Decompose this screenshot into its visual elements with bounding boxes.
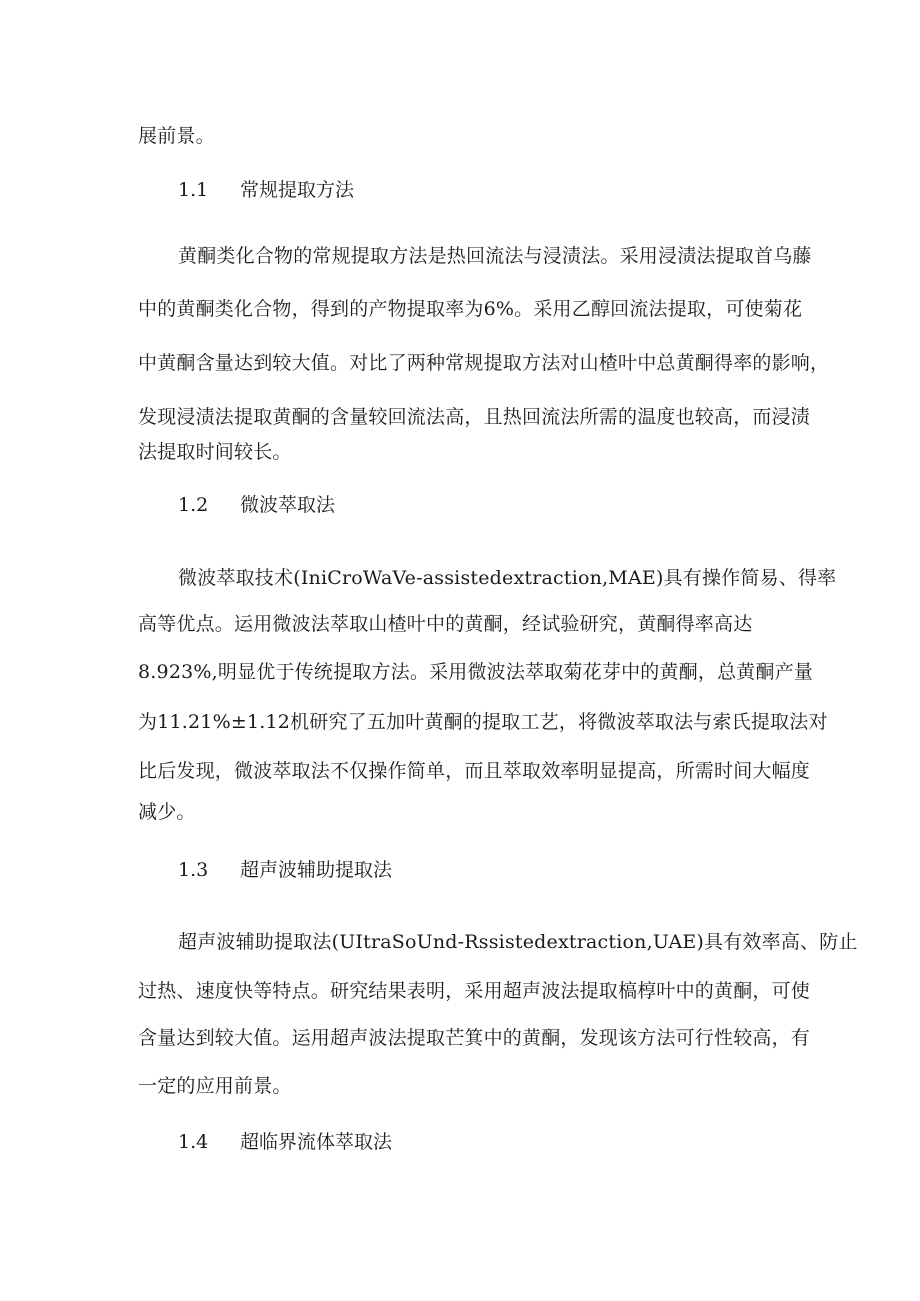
paragraph-line: 中黄酮含量达到较大值。对比了两种常规提取方法对山楂叶中总黄酮得率的影响， <box>138 352 830 374</box>
section-number: 1.1 <box>178 179 209 201</box>
section-title: 微波萃取法 <box>240 494 336 516</box>
paragraph-line: 含量达到较大值。运用超声波法提取芒箕中的黄酮，发现该方法可行性较高，有 <box>138 1027 811 1049</box>
section-number: 1.3 <box>178 859 209 881</box>
section-title: 常规提取方法 <box>240 179 355 201</box>
paragraph-line: 减少。 <box>138 801 196 823</box>
section-heading-1-2 <box>178 493 335 517</box>
section-heading-1-4 <box>178 1130 392 1154</box>
paragraph-line: 高等优点。运用微波法萃取山楂叶中的黄酮，经试验研究，黄酮得率高达 <box>138 613 753 635</box>
paragraph-line: 超声波辅助提取法(UItraSoUnd-Rssistedextraction,UAE)具有效率高、防止 <box>178 931 858 953</box>
section-title: 超声波辅助提取法 <box>240 859 393 881</box>
paragraph-line: 过热、速度快等特点。研究结果表明，采用超声波法提取槁椁叶中的黄酮，可使 <box>138 980 811 1002</box>
paragraph-line: 中的黄酮类化合物，得到的产物提取率为6%。采用乙醇回流法提取，可使菊花 <box>138 298 803 320</box>
paragraph-line: 黄酮类化合物的常规提取方法是热回流法与浸渍法。采用浸渍法提取首乌藤 <box>178 245 812 267</box>
paragraph-line: 发现浸渍法提取黄酮的含量较回流法高，且热回流法所需的温度也较高，而浸渍 <box>138 406 811 428</box>
paragraph-line: 为11.21%±1.12机研究了五加叶黄酮的提取工艺，将微波萃取法与索氏提取法对 <box>138 711 828 733</box>
paragraph-line: 一定的应用前景。 <box>138 1075 292 1097</box>
paragraph-line: 微波萃取技术(IniCroWaVe-assistedextraction,MAE)具有操作简易、得率 <box>178 567 837 589</box>
paragraph-line: 展前景。 <box>138 125 215 147</box>
section-heading-1-3 <box>178 858 392 882</box>
section-title: 超临界流体萃取法 <box>240 1131 393 1153</box>
paragraph-line: 比后发现，微波萃取法不仅操作简单，而且萃取效率明显提高，所需时间大幅度 <box>138 760 811 782</box>
section-number: 1.2 <box>178 494 209 516</box>
section-heading-1-1 <box>178 178 354 202</box>
section-number: 1.4 <box>178 1131 209 1153</box>
paragraph-line: 法提取时间较长。 <box>138 441 292 463</box>
paragraph-line: 8.923%,明显优于传统提取方法。采用微波法萃取菊花芽中的黄酮，总黄酮产量 <box>138 661 814 683</box>
